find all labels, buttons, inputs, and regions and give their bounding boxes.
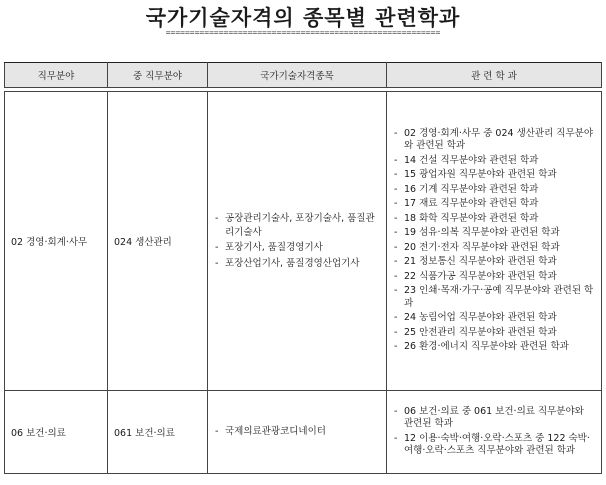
related-item: - 23 인쇄·목재·가구·공예 직무분야와 관련된 학과: [393, 285, 595, 310]
field-cell: 06 보건·의료: [5, 391, 108, 474]
related-item: - 06 보건·의료 중 061 보건·의료 직무분야와 관련된 학과: [393, 406, 595, 431]
related-item: - 22 식품가공 직무분야와 관련된 학과: [393, 271, 595, 284]
sub-field-cell: 061 보건·의료: [108, 391, 208, 474]
related-item: - 02 경영·회계·사무 중 024 생산관리 직무분야와 관련된 학과: [393, 128, 595, 153]
header-sub-field: 중 직무분야: [108, 63, 208, 88]
related-item: - 18 화학 직무분야와 관련된 학과: [393, 213, 595, 226]
cert-cell: [208, 391, 387, 474]
related-item: - 26 환경·에너지 직무분야와 관련된 학과: [393, 341, 595, 354]
related-item: - 24 농림어업 직무분야와 관련된 학과: [393, 312, 595, 325]
related-item: - 12 이용·숙박·여행·오락·스포츠 중 122 숙박·여행·오락·스포츠 직무분야와 관련된 학과: [393, 433, 595, 458]
related-item: - 20 전기·전자 직무분야와 관련된 학과: [393, 242, 595, 255]
header-related: 관 련 학 과: [387, 63, 602, 88]
header-cert: 국가기술자격종목: [208, 63, 387, 88]
sub-field-cell: 024 생산관리: [108, 92, 208, 391]
cert-item: - 포장기사, 품질경영기사: [214, 241, 380, 255]
title-underline: =========================================================: [165, 28, 441, 37]
table-row: [5, 92, 602, 391]
table-header-row: [5, 63, 602, 88]
related-item: - 19 섬유·의복 직무분야와 관련된 학과: [393, 227, 595, 240]
related-cell: [387, 92, 602, 391]
cert-cell: [208, 92, 387, 391]
related-item: - 15 광업자원 직무분야와 관련된 학과: [393, 169, 595, 182]
related-item: - 21 정보통신 직무분야와 관련된 학과: [393, 256, 595, 269]
cert-item: - 공장관리기술사, 포장기술사, 품질관리기술사: [214, 212, 380, 239]
cert-item: - 포장산업기사, 품질경영산업기사: [214, 257, 380, 271]
qualification-table: [4, 62, 602, 474]
related-cell: [387, 391, 602, 474]
field-cell: 02 경영·회계·사무: [5, 92, 108, 391]
related-item: - 14 건설 직무분야와 관련된 학과: [393, 155, 595, 168]
related-item: - 16 기계 직무분야와 관련된 학과: [393, 184, 595, 197]
related-item: - 25 안전관리 직무분야와 관련된 학과: [393, 327, 595, 340]
table-row: [5, 391, 602, 474]
header-field: 직무분야: [5, 63, 108, 88]
cert-item: - 국제의료관광코디네이터: [214, 425, 380, 439]
related-item: - 17 재료 직무분야와 관련된 학과: [393, 198, 595, 211]
page-title: 국가기술자격의 종목별 관련학과: [145, 6, 461, 30]
